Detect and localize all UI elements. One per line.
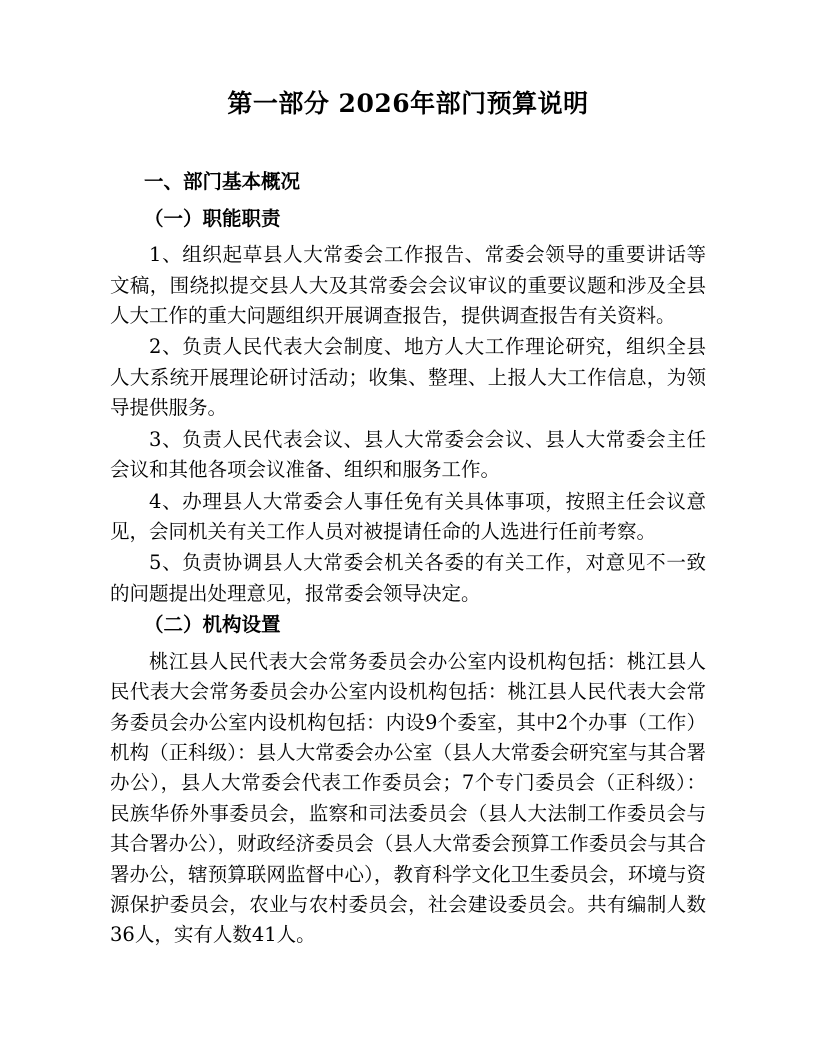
paragraph-1-5: 5、负责协调县人大常委会机关各委的有关工作，对意见不一致的问题提出处理意见，报常委会领导决定。 xyxy=(110,551,706,605)
paragraph-2-1: 桃江县人民代表大会常务委员会办公室内设机构包括：桃江县人民代表大会常务委员会办公室内设机构包括：桃江县人民代表大会常务委员会办公室内设机构包括：内设9个委室，其中2个办事（工作）机构（正科级）：县人大常委会办公室（县人大常委会研究室与其合署办公），县人大常委会代表工作委员会；7个专门委员会（正科级）：民族华侨外事委员会，监察和司法委员会（县人大法制工作委员会与其合署办公），财政经济委员会（县人大常委会预算工作委员会与其合署办公，辖预算联网监督中心），教育科学文化卫生委员会，环境与资源保护委员会，农业与农村委员会，社会建设委员会。共有编制人数36人，实有人数41人。 xyxy=(110,649,706,947)
paragraph-1-1: 1、组织起草县人大常委会工作报告、常委会领导的重要讲话等文稿，围绕拟提交县人大及其常委会会议审议的重要议题和涉及全县人大工作的重大问题组织开展调查报告，提供调查报告有关资料。 xyxy=(110,243,706,328)
paragraph-1-2: 2、负责人民代表大会制度、地方人大工作理论研究，组织全县人大系统开展理论研讨活动；收集、整理、上报人大工作信息，为领导提供服务。 xyxy=(110,335,706,420)
subsection-heading-1: （一）职能职责 xyxy=(144,206,281,230)
paragraph-1-3: 3、负责人民代表会议、县人大常委会会议、县人大常委会主任会议和其他各项会议准备、组织和服务工作。 xyxy=(110,427,706,482)
paragraph-1-4: 4、办理县人大常委会人事任免有关具体事项，按照主任会议意见，会同机关有关工作人员对被提请任命的人选进行任前考察。 xyxy=(110,489,706,543)
section-heading-1: 一、部门基本概况 xyxy=(144,170,301,193)
document-content xyxy=(110,86,706,951)
subsection-heading-2: （二）机构设置 xyxy=(144,613,281,637)
page-title: 第一部分 2026年部门预算说明 xyxy=(227,89,589,118)
